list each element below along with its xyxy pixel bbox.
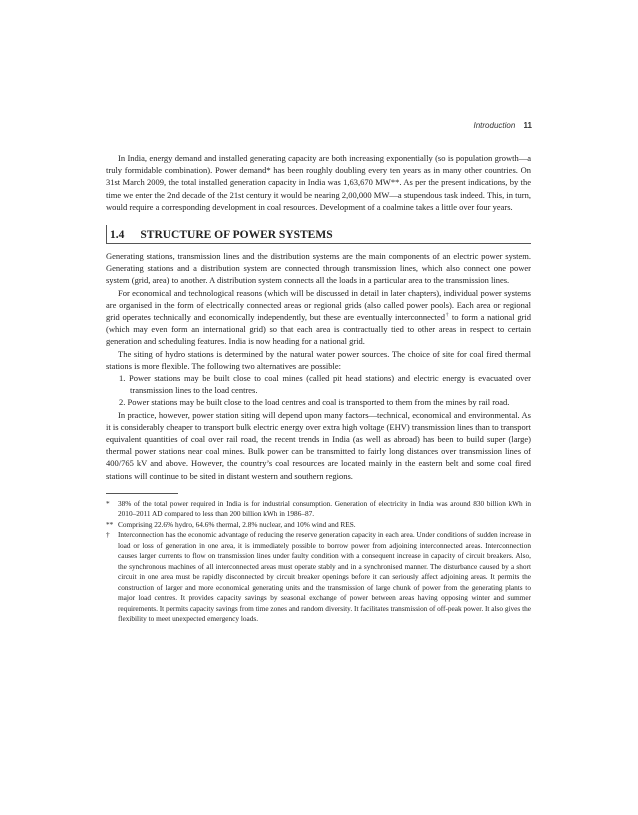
footnote-mark: *: [106, 498, 110, 508]
page-number: 11: [523, 121, 532, 130]
paragraph-components: Generating stations, transmission lines and the distribution systems are the main components of an electric power system. Generating stations and a distribution system are connected through transmission lines, which also connect one power system (grid, area) to another. A distribution system connects all the loads in a particular area to the transmission lines.: [106, 251, 531, 286]
page-body: [106, 152, 531, 625]
section-title: STRUCTURE OF POWER SYSTEMS: [140, 229, 333, 242]
footnote-text: Comprising 22.6% hydro, 64.6% thermal, 2.8% nuclear, and 10% wind and RES.: [118, 519, 356, 529]
list-item: 2. Power stations may be built close to the load centres and coal is transported to them from the mines by rail road.: [119, 397, 510, 408]
footnote-mark: **: [106, 519, 114, 529]
alternatives-list: [106, 372, 531, 409]
footnote-rule: [106, 493, 178, 494]
section-number: 1.4: [110, 229, 125, 242]
footnote-ref-dagger: †: [445, 312, 450, 319]
footnote: [106, 499, 531, 520]
footnote-text: Interconnection has the economic advantage of reducing the reserve generation capacity in each area. Under conditions of sudden increase in load or loss of generation in one area, it is immediately possible to borrow power from adjoining interconnected areas. Interconnection causes larger currents to flow on transmission lines under faulty condition with a consequent increase in capacity of circuit breakers. Also, the synchronous machines of all interconnected areas must operate stably and in a synchronised manner. The disturbance caused by a short circuit in one area must be rapidly disconnected by circuit breaker openings before it can seriously affect adjoining areas. It permits the construction of larger and more economical generating units and the transmission of large chunk of power from the generating plants to major load centres. It provides capacity savings by seasonal exchange of power between areas having opposing winter and summer requirements. It permits capacity savings from time zones and random diversity. It facilitates transmission of off-peak power. It also gives the flexibility to meet unexpected emergency loads.: [118, 530, 531, 624]
paragraph-regional-grids-part1: For economical and technological reasons (which will be discussed in detail in later chapters), individual power systems are organised in the form of electrically connected areas or regional grids (also called power pools). Each area or regional grid operates technically and economically independently, but these are eventually interconnected: [106, 287, 531, 323]
running-header-section: Introduction: [473, 121, 516, 130]
paragraph-regional-grids-part2: to form a national grid (which may even form an international grid) so that each area is contractually tied to other areas in respect to certain generation and scheduling features. India is now heading for a national grid.: [106, 312, 532, 347]
list-item: 1. Power stations may be built close to coal mines (called pit head stations) and electric energy is evacuated over transmission lines to the load centres.: [119, 373, 531, 396]
intro-paragraph: In India, energy demand and installed generating capacity are both increasing exponentially (so is population growth—a truly formidable combination). Power demand* has been roughly doubling every ten years as in many other countries. On 31st March 2009, the total installed generation capacity in India was 1,63,670 MW**. As per the present indications, by the time we enter the 2nd decade of the 21st century it would be nearing 2,00,000 MW—a stupendous task indeed. This, in turn, would require a corresponding development in coal resources. Development of a coalmine takes a little over four years.: [106, 153, 531, 212]
section-heading: [106, 225, 531, 244]
running-header: [473, 121, 532, 130]
heading-bar: [106, 225, 107, 243]
footnote-mark: †: [106, 530, 110, 540]
paragraph-regional-grids: [106, 287, 531, 348]
footnote: [106, 520, 531, 531]
paragraph-practice: In practice, however, power station siting will depend upon many factors—technical, economical and environmental. As it is considerably cheaper to transport bulk electric energy over extra high voltage (EHV) transmission lines than to transport equivalent quantities of coal over rail road, the recent trends in India (as well as abroad) has been to build super (large) thermal power stations near coal mines. Bulk power can be transmitted to fairly long distances over transmission lines of 400/765 kV and above. However, the country’s coal resources are located mainly in the eastern belt and some coal fired stations will continue to be sited in distant western and southern regions.: [106, 409, 531, 481]
footnote-text: 38% of the total power required in India is for industrial consumption. Generation of electricity in India was around 830 billion kWh in 2010–2011 AD compared to less than 200 billion kWh in 1986–87.: [118, 498, 531, 519]
footnote: [106, 530, 531, 625]
paragraph-siting: The siting of hydro stations is determined by the natural water power sources. The choice of site for coal fired thermal stations is more flexible. The following two alternatives are possible:: [106, 348, 531, 371]
